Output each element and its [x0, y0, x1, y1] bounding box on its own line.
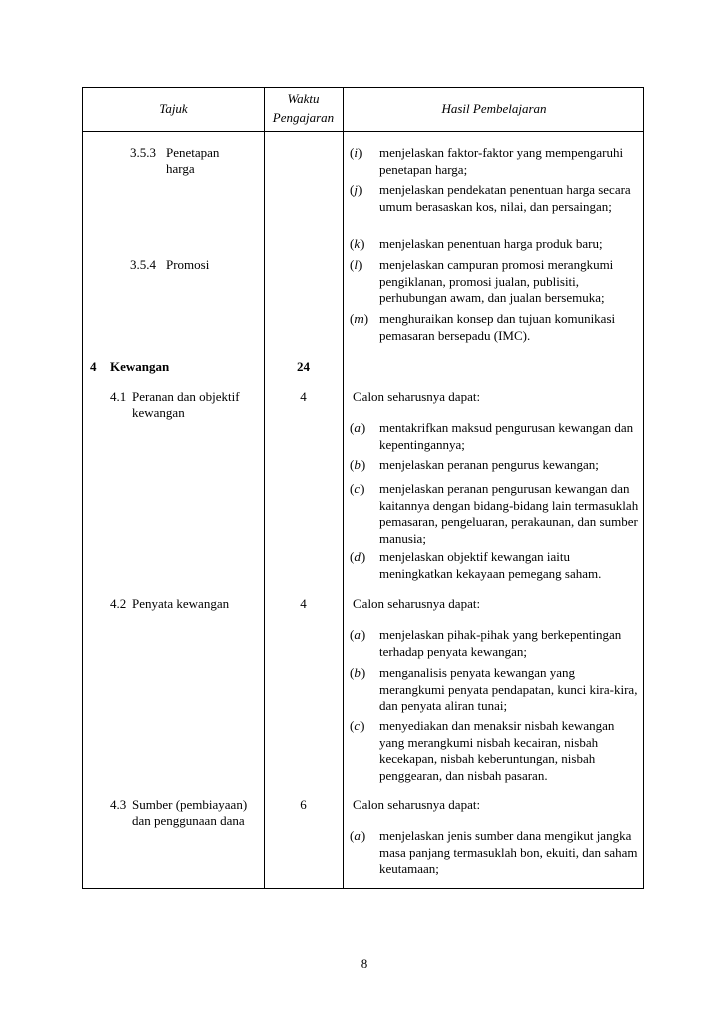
item-text: menjelaskan penentuan harga produk baru; [379, 236, 603, 251]
topic-title: dan penggunaan dana [132, 813, 245, 828]
item-label: (b) [350, 457, 366, 472]
item-label: (j) [350, 182, 363, 197]
topic-number: 4.1 [110, 389, 127, 404]
item-text: menjelaskan pihak-pihak yang berkepentingan terhadap penyata kewangan; [379, 627, 622, 659]
intro-text: Calon seharusnya dapat: [353, 596, 481, 611]
item-label: (c) [350, 718, 365, 733]
intro-text: Calon seharusnya dapat: [353, 797, 481, 812]
topic-number: 3.5.3 [130, 145, 156, 160]
item-label: (l) [350, 257, 363, 272]
section-number: 4 [90, 359, 97, 374]
header-hasil-pembelajaran: Hasil Pembelajaran [441, 101, 547, 116]
item-text: menjelaskan jenis sumber dana mengikut jangka masa panjang termasuklah bon, ekuiti, dan saham keutamaan; [379, 828, 638, 876]
page-number: 8 [360, 956, 368, 971]
item-text: menyediakan dan menaksir nisbah kewangan yang merangkumi nisbah kecairan, nisbah kecekapan, nisbah keberuntungan, nisbah penggearan, dan nisbah pasaran. [379, 718, 615, 783]
topic-title: Sumber (pembiayaan) [132, 797, 248, 812]
header-waktu: Waktu [287, 91, 320, 106]
column-divider [343, 88, 344, 888]
section-title: Kewangan [110, 359, 170, 374]
item-label: (a) [350, 828, 366, 843]
topic-time: 6 [300, 797, 307, 812]
header-tajuk: Tajuk [159, 101, 188, 116]
item-label: (a) [350, 420, 366, 435]
item-label: (c) [350, 481, 365, 496]
topic-time: 4 [300, 389, 307, 404]
topic-title: Peranan dan objektif [132, 389, 240, 404]
item-label: (i) [350, 145, 363, 160]
item-text: menjelaskan campuran promosi merangkumi pengiklanan, promosi jualan, publisiti, perhubungan awam, dan jualan bersemuka; [379, 257, 614, 305]
item-text: menjelaskan pendekatan penentuan harga secara umum berasaskan kos, nilai, dan persaingan; [379, 182, 631, 214]
topic-title: Penetapan [166, 145, 220, 160]
item-text: menjelaskan objektif kewangan iaitu meningkatkan kekayaan pemegang saham. [379, 549, 602, 581]
item-label: (b) [350, 665, 366, 680]
item-label: (a) [350, 627, 366, 642]
item-text: menjelaskan peranan pengurusan kewangan dan kaitannya dengan bidang-bidang lain termasuklah pemasaran, pengeluaran, perakaunan, dan sumber manusia; [379, 481, 639, 546]
item-text: mentakrifkan maksud pengurusan kewangan dan kepentingannya; [379, 420, 634, 452]
intro-text: Calon seharusnya dapat: [353, 389, 481, 404]
item-label: (m) [350, 311, 369, 326]
item-label: (d) [350, 549, 366, 564]
topic-title: kewangan [132, 405, 185, 420]
topic-time: 4 [300, 596, 307, 611]
item-text: menjelaskan faktor-faktor yang mempengaruhi penetapan harga; [379, 145, 624, 177]
item-label: (k) [350, 236, 365, 251]
topic-number: 4.3 [110, 797, 127, 812]
topic-title: Penyata kewangan [132, 596, 230, 611]
topic-title: Promosi [166, 257, 210, 272]
topic-number: 4.2 [110, 596, 127, 611]
header-pengajaran: Pengajaran [272, 110, 335, 125]
item-text: menjelaskan peranan pengurus kewangan; [379, 457, 599, 472]
topic-title: harga [166, 161, 195, 176]
header-divider [83, 131, 643, 132]
section-time: 24 [297, 359, 310, 374]
item-text: menganalisis penyata kewangan yang merangkumi penyata pendapatan, kunci kira-kira, dan penyata aliran tunai; [379, 665, 638, 713]
column-divider [264, 88, 265, 888]
item-text: menghuraikan konsep dan tujuan komunikasi pemasaran bersepadu (IMC). [379, 311, 616, 343]
topic-number: 3.5.4 [130, 257, 156, 272]
